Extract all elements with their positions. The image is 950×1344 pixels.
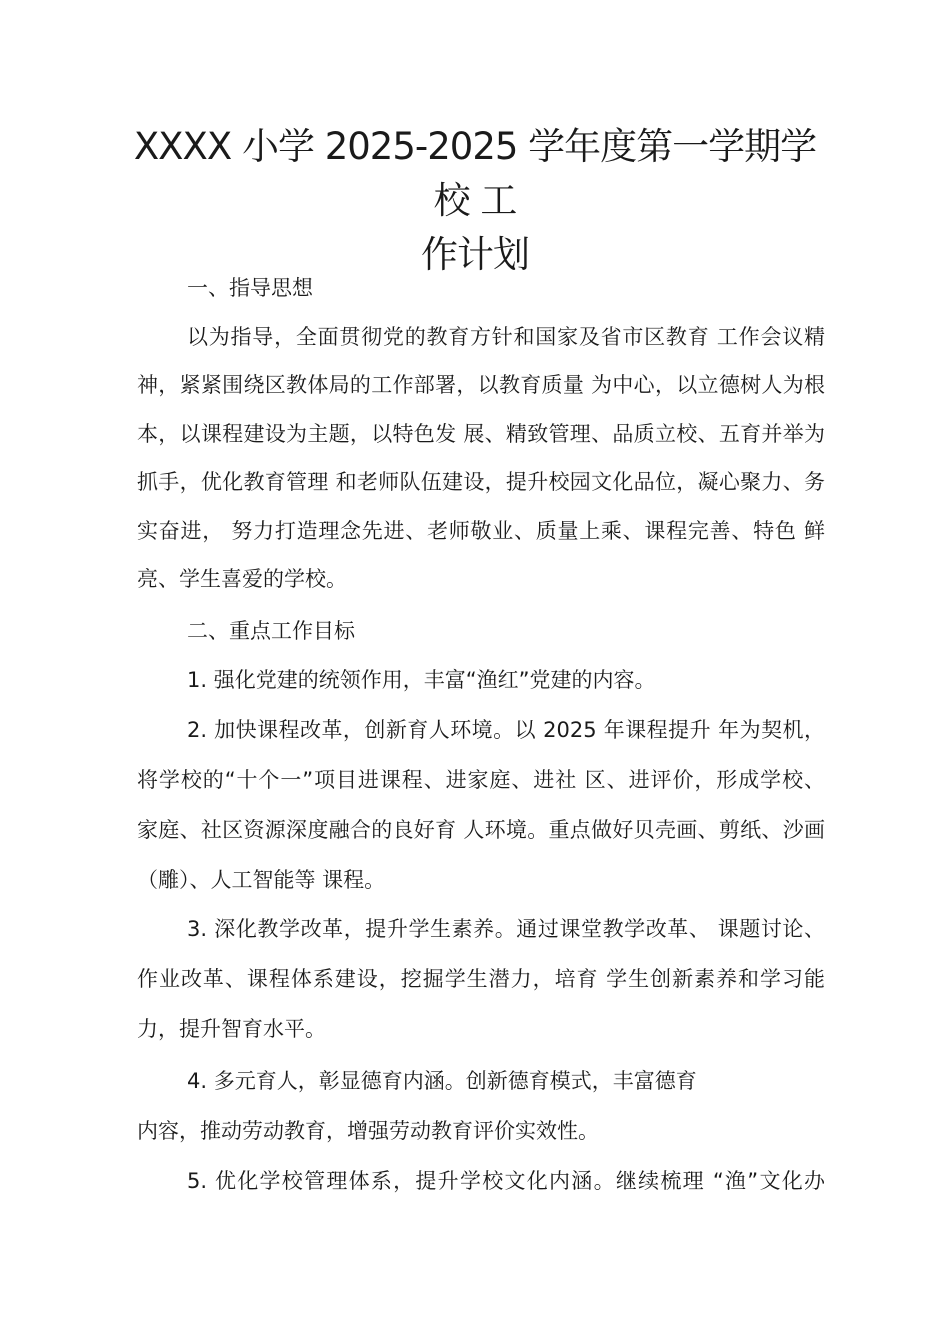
goal-item-4: 4. 多元育人，彰显德育内涵。创新德育模式，丰富德育: [187, 1069, 697, 1093]
paragraph-line: 内容，推动劳动教育，增强劳动教育评价实效性。: [137, 1119, 599, 1143]
paragraph-line: 以为指导，全面贯彻党的教育方针和国家及省市区教育 工作会议精: [187, 325, 825, 349]
paragraph-line: 将学校的“十个一”项目进课程、进家庭、进社 区、进评价，形成学校、: [137, 768, 825, 792]
title-line-2: 作计划: [421, 233, 529, 276]
paragraph-line: 家庭、社区资源深度融合的良好育 人环境。重点做好贝壳画、剪纸、沙画: [137, 818, 825, 842]
paragraph-line: 力，提升智育水平。: [137, 1017, 326, 1041]
document-title: [120, 120, 830, 282]
paragraph-line: 神，紧紧围绕区教体局的工作部署，以教育质量 为中心，以立德树人为根: [137, 373, 825, 397]
title-line-1: XXXX 小学 2025-2025 学年度第一学期学校 工: [133, 125, 817, 222]
goal-item-3: 3. 深化教学改革，提升学生素养。通过课堂教学改革、 课题讨论、: [187, 917, 825, 941]
paragraph-line: 抓手，优化教育管理 和老师队伍建设，提升校园文化品位，凝心聚力、务: [137, 470, 825, 494]
section-heading-key-goals: 二、重点工作目标: [187, 619, 355, 643]
goal-item-1: 1. 强化党建的统领作用，丰富“渔红”党建的内容。: [187, 668, 656, 692]
paragraph-line: （雕）、人工智能等 课程。: [137, 868, 386, 892]
goal-item-2: 2. 加快课程改革，创新育人环境。以 2025 年课程提升 年为契机，: [187, 718, 825, 742]
section-heading-guiding-ideology: 一、指导思想: [187, 276, 313, 300]
goal-item-5: 5. 优化学校管理体系，提升学校文化内涵。继续梳理 “渔”文化办: [187, 1169, 825, 1193]
paragraph-line: 本，以课程建设为主题，以特色发 展、精致管理、品质立校、五育并举为: [137, 422, 825, 446]
paragraph-line: 亮、学生喜爱的学校。: [137, 567, 347, 591]
paragraph-line: 作业改革、课程体系建设，挖掘学生潜力，培育 学生创新素养和学习能: [137, 967, 825, 991]
paragraph-line: 实奋进， 努力打造理念先进、老师敬业、质量上乘、课程完善、特色 鲜: [137, 519, 825, 543]
